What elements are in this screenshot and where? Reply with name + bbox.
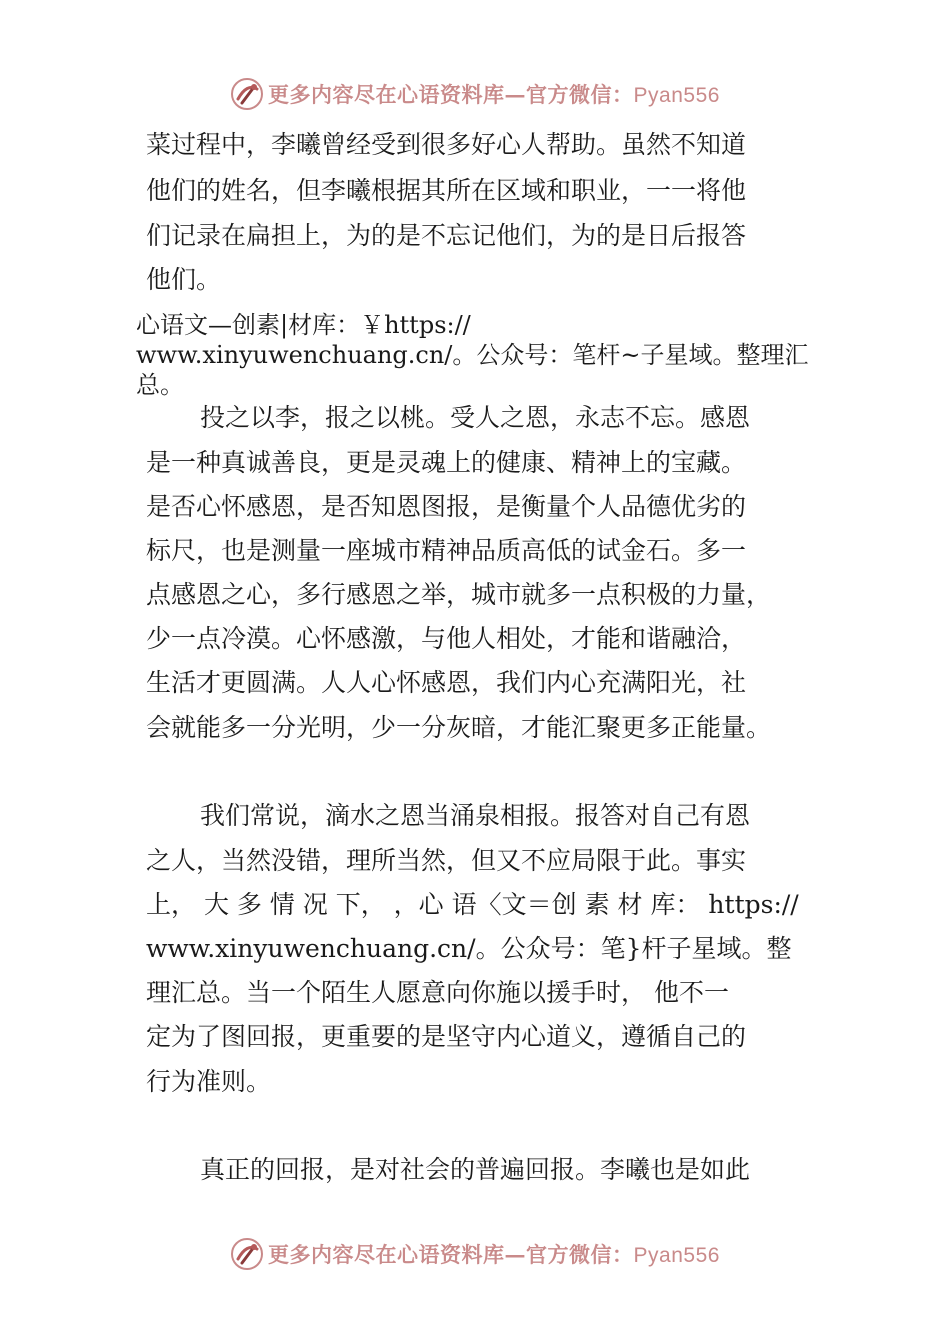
text-line: 投之以李，报之以桃。受人之恩，永志不忘。感恩	[200, 403, 751, 432]
text-line: 会就能多一分光明，少一分灰暗，才能汇聚更多正能量。	[146, 713, 772, 742]
text-line: 他们的姓名，但李曦根据其所在区域和职业，一一将他	[146, 176, 747, 205]
text-line: 点感恩之心，多行感恩之举，城市就多一点积极的力量，	[146, 580, 772, 609]
text-line: 是一种真诚善良，更是灵魂上的健康、精神上的宝藏。	[146, 448, 747, 477]
logo-icon	[230, 77, 264, 111]
text-line: 是否心怀感恩，是否知恩图报，是衡量个人品德优劣的	[146, 492, 747, 521]
text-line: 之人，当然没错，理所当然，但又不应局限于此。事实	[146, 846, 747, 875]
watermark-text: 更多内容尽在心语资料库—官方微信：Pyan556	[268, 1242, 720, 1267]
text-line: 标尺，也是测量一座城市精神品质高低的试金石。多一	[146, 536, 747, 565]
text-line: 们记录在扁担上，为的是不忘记他们，为的是日后报答	[146, 221, 747, 250]
text-line: 少一点冷漠。心怀感激，与他人相处，才能和谐融洽，	[146, 624, 747, 653]
text-line: 理汇总。当一个陌生人愿意向你施以援手时， 他不一	[146, 978, 729, 1007]
footer-watermark	[0, 1234, 950, 1274]
text-line: 行为准则。	[146, 1067, 272, 1096]
watermark-text: 更多内容尽在心语资料库—官方微信：Pyan556	[268, 82, 720, 107]
watermark-id: Pyan556	[633, 84, 720, 107]
text-line: www.xinyuwenchuang.cn/。公众号：笔}杆子星域。整	[146, 934, 792, 963]
text-line: 菜过程中，李曦曾经受到很多好心人帮助。虽然不知道	[146, 130, 747, 159]
text-line: 定为了图回报，更重要的是坚守内心道义，遵循自己的	[146, 1022, 747, 1051]
text-line: 他们。	[146, 265, 222, 294]
header-watermark	[0, 74, 950, 114]
text-line: 真正的回报，是对社会的普遍回报。李曦也是如此	[200, 1155, 751, 1184]
text-line: 我们常说，滴水之恩当涌泉相报。报答对自己有恩	[200, 801, 751, 830]
logo-icon	[230, 1237, 264, 1271]
text-line: 总。	[136, 371, 184, 399]
text-line: www.xinyuwenchuang.cn/。公众号：笔杆~子星域。整理汇	[136, 341, 809, 369]
text-line: 心语文—创素|材库：￥https://	[136, 311, 471, 339]
text-line: 生活才更圆满。人人心怀感恩，我们内心充满阳光，社	[146, 668, 747, 697]
text-line: 上， 大 多 情 况 下， ，心 语〈文＝创 素 材 库： https://	[146, 890, 799, 919]
watermark-id: Pyan556	[633, 1244, 720, 1267]
